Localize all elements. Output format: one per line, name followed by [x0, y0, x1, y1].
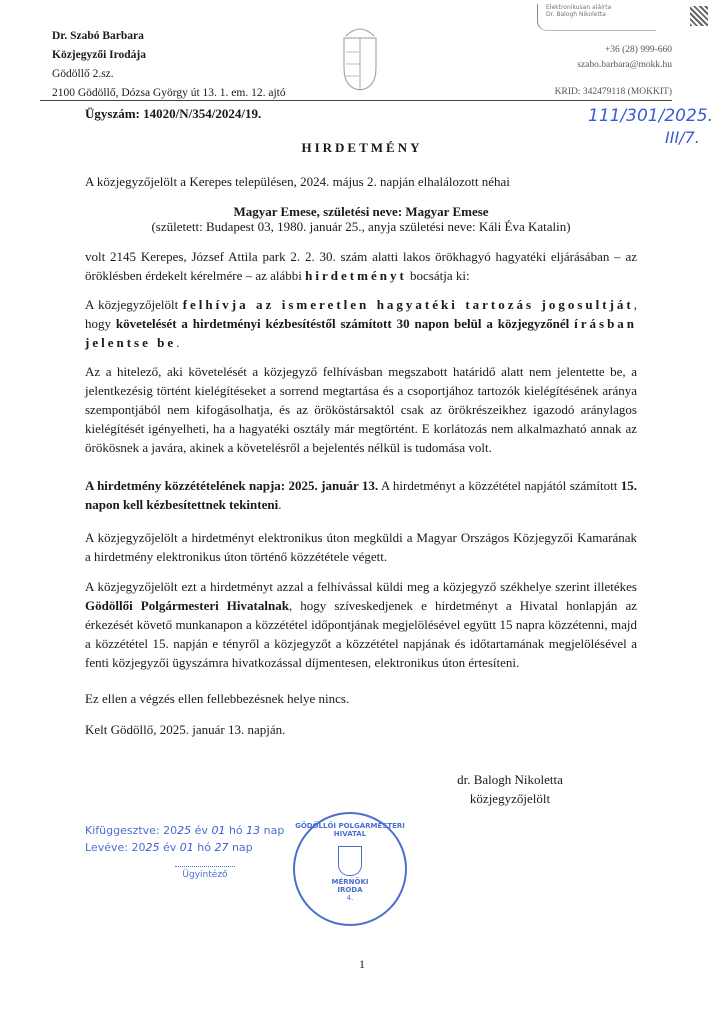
emphasis: 15. napon kell kézbesítettnek tekinteni: [85, 478, 638, 512]
paragraph-7: Ez ellen a végzés ellen fellebbezésnek helye nincs.: [85, 691, 350, 706]
sender-seat: Gödöllő 2.sz.: [52, 68, 114, 80]
signature-label: Elektronikusan aláírta: [546, 4, 612, 11]
posted-year: 25: [177, 824, 192, 837]
emphasis: A hirdetmény közzétételének napja: 2025. január 13.: [85, 478, 379, 493]
signature-signer: Dr. Balogh Nikoletta: [546, 11, 606, 18]
paragraph-3: Az a hitelező, aki követelését a közjegyző felhívásban megszabott határidő alatt nem jelentette be, a jelentkezésig történt kielégítéseket a sorrend megtartása és a csoportjához tartozók kielégítésének aránya szempontjából nem kifogásolhatja, és az örököstársaktól csak az örökrészeikhez igazodó aránylagos kielégítését igényelheti, ha a hagyatéki osztály már megtörtént. E korlátozás nem alkalmazható annak az örökösnek a javára, akinek a követelésről a bejelentés nélkül is tudomása volt.: [85, 364, 637, 455]
paragraph-1: [85, 247, 637, 285]
coat-of-arms-icon: [340, 24, 380, 92]
phone: +36 (28) 999-660: [604, 45, 672, 55]
paragraph-5: A közjegyzőjelölt a hirdetményt elektronikus úton megküldi a Magyar Országos Közjegyzői Kamarának a hirdetmény elektronikus úton történő közzététele végett.: [85, 530, 637, 564]
sender-office: Közjegyzői Irodája: [52, 49, 147, 61]
official-seal: [293, 812, 407, 926]
deceased-details: (született: Budapest 03, 1980. január 25., anyja születési neve: Káli Éva Katalin): [151, 219, 571, 234]
seal-inner-text: MÉRNÖKI IRODA: [331, 878, 369, 894]
emphasis: Gödöllői Polgármesteri Hivatalnak: [85, 598, 289, 613]
emphasis: írásban jelentse be: [85, 316, 638, 350]
seal-number: 4.: [346, 894, 354, 902]
text: A hirdetményt a közzététel napjától számított: [378, 478, 621, 493]
text: volt 2145 Kerepes, József Attila park 2. 2. 30. szám alatti lakos örökhagyó hagyatéki eljárásában – az öröklésben érdekelt kérelmére – az alábbi: [85, 249, 637, 283]
sender-address: 2100 Gödöllő, Dózsa György út 13. 1. em. 12. ajtó: [52, 87, 286, 99]
intro-text: A közjegyzőjelölt a Kerepes településen, 2024. május 2. napján elhalálozott néhai: [85, 174, 510, 189]
text: nap: [231, 841, 253, 854]
signer-title: közjegyzőjelölt: [469, 791, 551, 806]
document-title: HIRDETMÉNY: [301, 140, 423, 155]
contact-block: [577, 43, 672, 73]
deceased-name: Magyar Emese, születési neve: Magyar Emese: [233, 204, 489, 219]
paragraph-6: [85, 577, 637, 672]
posted-month: 01: [211, 824, 226, 837]
email: szabo.barbara@mokk.hu: [577, 60, 672, 70]
handwritten-reference: 111/301/2025.: [588, 106, 714, 126]
paragraph-4: [85, 476, 637, 514]
text: év: [162, 841, 177, 854]
text: hó: [197, 841, 211, 854]
signature-block: [420, 770, 600, 808]
header-divider: [40, 100, 672, 101]
coat-of-arms-icon: [338, 846, 362, 876]
text: év: [194, 824, 208, 837]
emphasis: követelését a hirdetményi kézbesítéstől számított 30 napon belül a közjegyzőnél: [115, 316, 570, 331]
text: nap: [263, 824, 285, 837]
date-line: Kelt Gödöllő, 2025. január 13. napján.: [85, 722, 286, 737]
posted-day: 13: [246, 824, 261, 837]
removed-year: 25: [145, 841, 160, 854]
signer-name: dr. Balogh Nikoletta: [457, 772, 563, 787]
removed-month: 01: [179, 841, 194, 854]
clerk-label: Ügyintéző: [175, 866, 235, 884]
text: .: [278, 497, 282, 512]
paragraph-2: [85, 295, 637, 352]
krid: KRID: 342479118 (MOKKIT): [554, 87, 672, 97]
qr-code-icon: [690, 6, 708, 26]
seal-text: GÖDÖLLŐI POLGÁRMESTERI HIVATAL: [295, 822, 405, 838]
page-number: 1: [359, 957, 365, 971]
text: .: [176, 335, 180, 350]
emphasis: felhívja az ismeretlen hagyatéki tartozás jogosultját: [182, 297, 634, 312]
removed-label: Levéve:: [85, 841, 128, 854]
posted-label: Kifüggesztve: 20: [85, 824, 178, 837]
case-number: Ügyszám: 14020/N/354/2024/19.: [85, 106, 262, 121]
text: , hogy szíveskedjenek e hirdetményt a Hivatal honlapján az érkezését követő munkanapon a közzététel időpontjának megjelölésével együtt 15 napra közzétenni, majd a közzététel 15. napján e tényről a közjegyzőt a közzététel napjának és időtartamának megjelölésével a fenti közjegyzői ügyszámra hivatkozással díjmentesen, elektronikus úton értesíteni.: [85, 598, 637, 670]
text: A közjegyzőjelölt ezt a hirdetményt azzal a felhívással küldi meg a közjegyző székhelye szerint illetékes: [85, 579, 637, 594]
emphasis: hirdetményt: [305, 268, 407, 283]
e-signature-box: [537, 4, 656, 31]
text: bocsátja ki:: [406, 268, 470, 283]
handwritten-reference-2: III/7.: [665, 128, 700, 147]
removed-day: 27: [214, 841, 229, 854]
sender-block: [52, 27, 286, 103]
posting-stamp: Kifüggesztve: 2025 év 01 hó 13 nap Levéve: 2025 év 01 hó 27 nap Ügyintéző: [85, 822, 284, 884]
sender-name: Dr. Szabó Barbara: [52, 30, 144, 42]
text: A közjegyzőjelölt: [85, 297, 183, 312]
text: , hogy: [85, 297, 637, 331]
text: hó: [228, 824, 243, 837]
